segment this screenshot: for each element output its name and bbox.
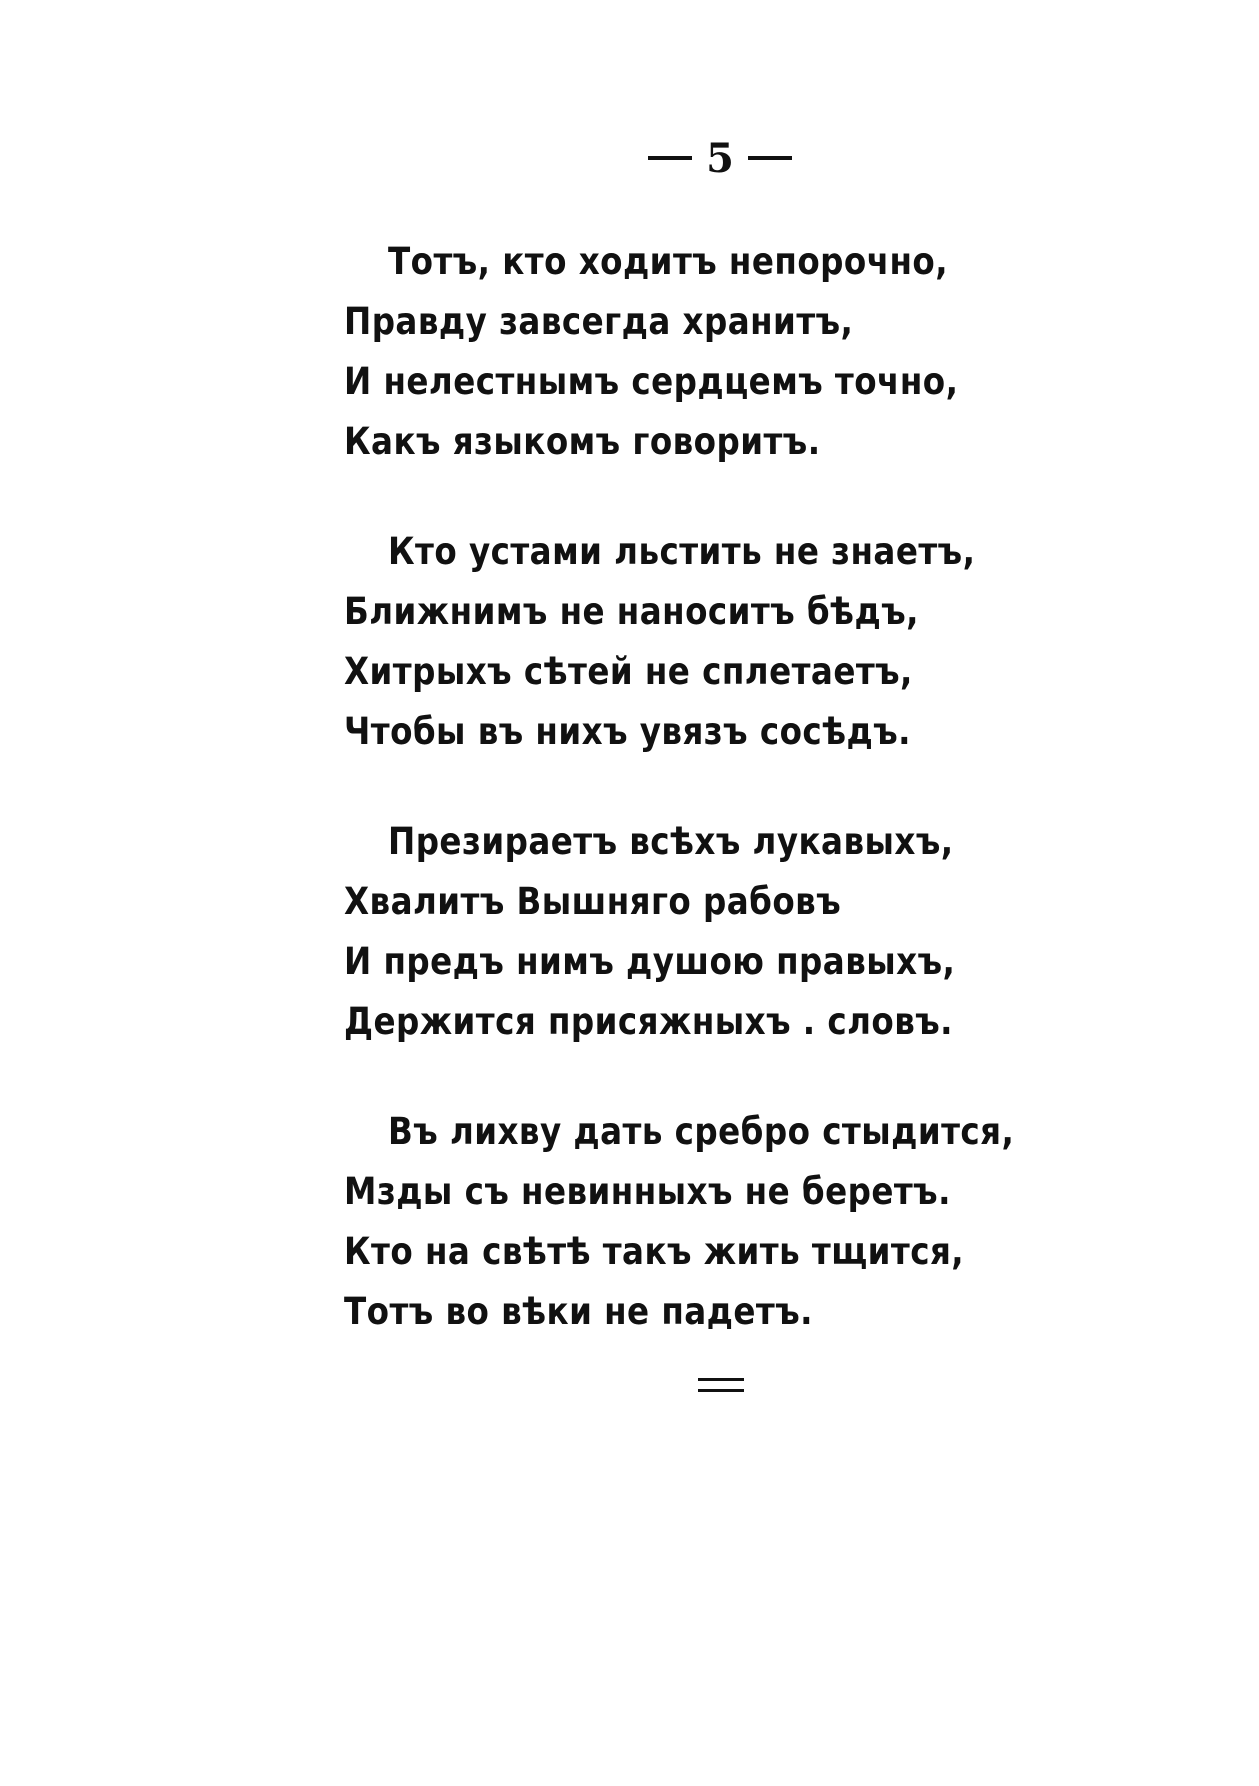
- poem-line: Ближнимъ не наноситъ бѣдъ,: [344, 590, 919, 633]
- poem-line: Хитрыхъ сѣтей не сплетаетъ,: [344, 650, 913, 693]
- poem-line: Хвалитъ Вышняго рабовъ: [344, 880, 842, 923]
- poem-line: Какъ языкомъ говоритъ.: [344, 420, 821, 463]
- poem-line: Тотъ во вѣки не падетъ.: [344, 1290, 813, 1333]
- stanza-4: [344, 1102, 1144, 1342]
- poem-line: Въ лихву дать сребро стыдится,: [388, 1110, 1015, 1153]
- ornament-rule-bottom: [698, 1389, 744, 1392]
- ornament-rule-top: [698, 1378, 744, 1381]
- dash-left: [648, 156, 692, 160]
- poem-line: Кто на свѣтѣ такъ жить тщится,: [344, 1230, 965, 1273]
- stanza-1: [344, 232, 1144, 472]
- poem-line: Правду завсегда хранитъ,: [344, 300, 854, 343]
- stanza-3: [344, 812, 1144, 1052]
- dash-right: [748, 156, 792, 160]
- page-number-text: 5: [706, 134, 734, 182]
- poem-line: Тотъ, кто ходитъ непорочно,: [388, 240, 949, 283]
- poem: [344, 232, 1144, 1392]
- poem-line: И нелестнымъ сердцемъ точно,: [344, 360, 959, 403]
- poem-line: Мзды съ невинныхъ не беретъ.: [344, 1170, 951, 1213]
- poem-line: Кто устами льстить не знаетъ,: [388, 530, 976, 573]
- page-number: [640, 128, 800, 188]
- poem-line: Презираетъ всѣхъ лукавыхъ,: [388, 820, 954, 863]
- poem-line: Чтобы въ нихъ увязъ сосѣдъ.: [344, 710, 911, 753]
- poem-line: Держится присяжныхъ . словъ.: [344, 1000, 953, 1043]
- poem-line: И предъ нимъ душою правыхъ,: [344, 940, 956, 983]
- end-ornament: [698, 1378, 744, 1396]
- stanza-2: [344, 522, 1144, 762]
